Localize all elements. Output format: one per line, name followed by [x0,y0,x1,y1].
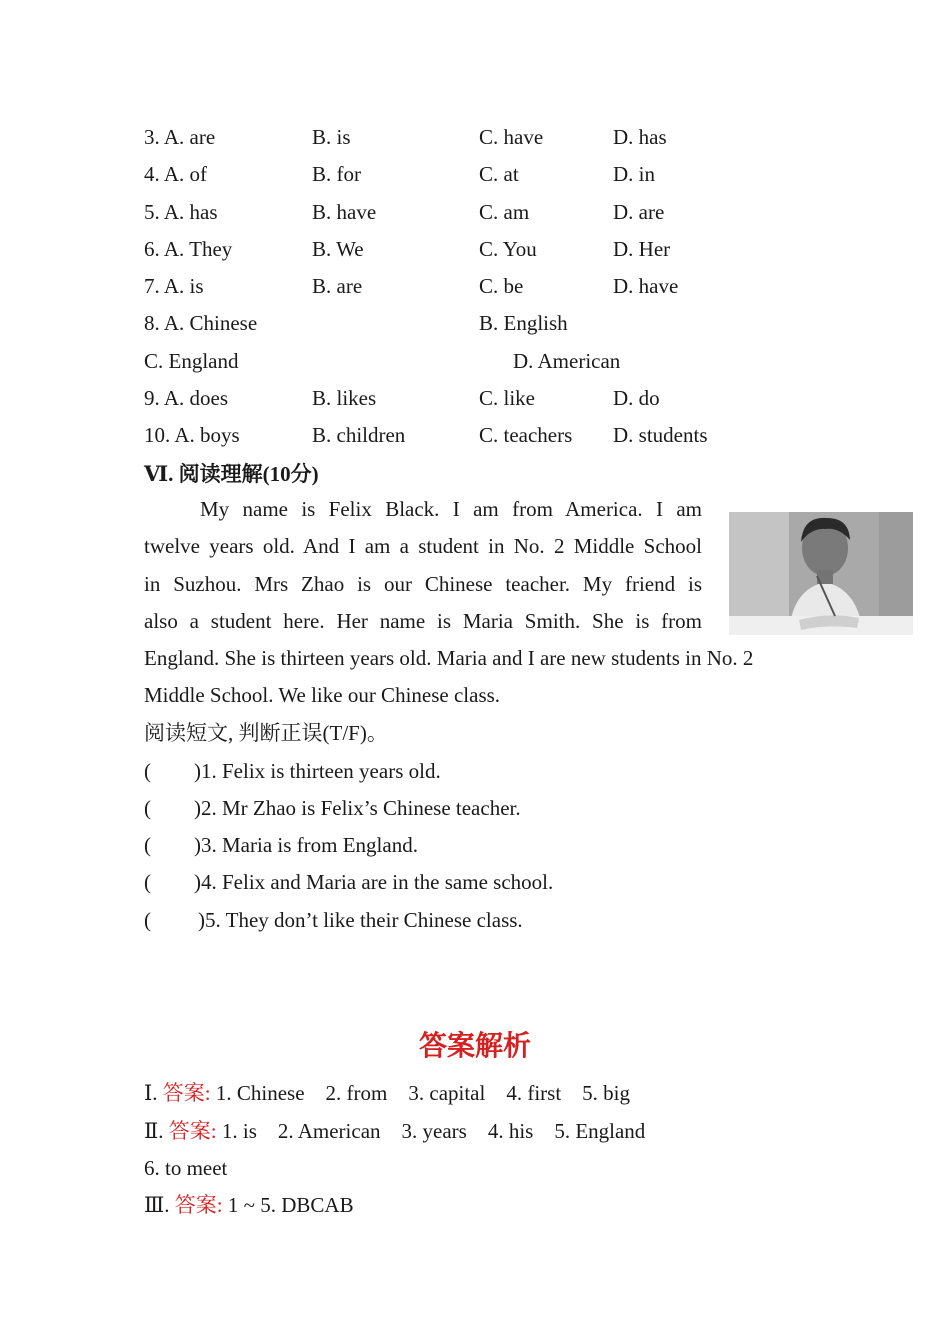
choice-5a: 5. A. has [144,200,218,224]
answer-row-2-cont: 6. to meet [144,1156,228,1180]
passage-line-4: also a student here. Her name is Maria Smith. She is from [144,608,702,633]
student-photo [729,512,913,635]
tf-paren: ( [144,870,151,894]
choice-9c: C. like [479,386,535,410]
choice-9d: D. do [613,386,660,410]
tf-statement-4: )4. Felix and Maria are in the same school. [194,870,554,894]
passage-line-1: My name is Felix Black. I am from America. I am [200,497,702,521]
passage-line-2: twelve years old. And I am a student in No. 2 Middle School [144,534,702,559]
passage-line-5: England. She is thirteen years old. Maria and I are new students in No. 2 [144,646,754,670]
tf-paren: ( [144,796,151,820]
choice-5c: C. am [479,200,530,224]
choice-10b: B. children [312,423,406,447]
passage-line-3: in Suzhou. Mrs Zhao is our Chinese teacher. My friend is [144,571,702,596]
tf-item [144,832,418,858]
reading-passage [144,491,702,640]
choice-6c: C. You [479,237,537,261]
choice-3d: D. has [613,125,667,149]
answer-text-2: 1. is 2. American 3. years 4. his 5. England [221,1119,646,1143]
tf-item [144,869,553,895]
answer-label: 答案: [174,1193,223,1217]
choice-8d: D. American [513,349,621,373]
reading-passage-tail [144,640,824,715]
choice-5d: D. are [613,200,665,224]
answer-row-1 [144,1080,630,1106]
choice-10c: C. teachers [479,423,573,447]
tf-item [144,907,523,933]
tf-statement-2: )2. Mr Zhao is Felix’s Chinese teacher. [194,796,521,820]
tf-paren: ( [144,908,151,932]
choice-7a: 7. A. is [144,274,204,298]
choice-6d: D. Her [613,237,671,261]
choice-3c: C. have [479,125,544,149]
choice-9b: B. likes [312,386,377,410]
answers-title: 答案解析 [418,1031,531,1062]
answer-label: 答案: [162,1081,211,1105]
choice-8c: C. England [144,349,239,373]
choice-5b: B. have [312,200,377,224]
answer-text-1: 1. Chinese 2. from 3. capital 4. first 5. big [215,1081,630,1105]
choice-6b: B. We [312,237,364,261]
tf-instruction: 阅读短文, 判断正误(T/F)。 [144,721,388,745]
section-number: Ⅰ. [144,1081,158,1105]
choice-10d: D. students [613,423,708,447]
choice-9a: 9. A. does [144,386,228,410]
passage-line-6: Middle School. We like our Chinese class. [144,683,501,708]
section-number: Ⅲ. [144,1193,170,1217]
choice-8b: B. English [479,311,568,335]
choice-4b: B. for [312,162,361,186]
tf-paren: ( [144,759,151,783]
choice-4d: D. in [613,162,655,186]
tf-item [144,758,441,784]
choice-7c: C. be [479,274,524,298]
tf-item [144,795,521,821]
answer-row-2 [144,1118,645,1144]
choice-7d: D. have [613,274,679,298]
choice-8a: 8. A. Chinese [144,311,258,335]
choice-3a: 3. A. are [144,125,216,149]
choice-3b: B. is [312,125,351,149]
tf-paren: ( [144,833,151,857]
tf-statement-5: )5. They don’t like their Chinese class. [198,908,523,932]
answer-label: 答案: [168,1119,217,1143]
section-6-heading: Ⅵ. 阅读理解(10分) [144,462,319,486]
choice-7b: B. are [312,274,363,298]
choice-4a: 4. A. of [144,162,207,186]
choice-4c: C. at [479,162,519,186]
choice-10a: 10. A. boys [144,423,240,447]
answer-row-3 [144,1192,354,1218]
tf-statement-3: )3. Maria is from England. [194,833,418,857]
section-number: Ⅱ. [144,1119,164,1143]
tf-statement-1: )1. Felix is thirteen years old. [194,759,441,783]
choice-6a: 6. A. They [144,237,233,261]
answer-text-3: 1 ~ 5. DBCAB [227,1193,354,1217]
